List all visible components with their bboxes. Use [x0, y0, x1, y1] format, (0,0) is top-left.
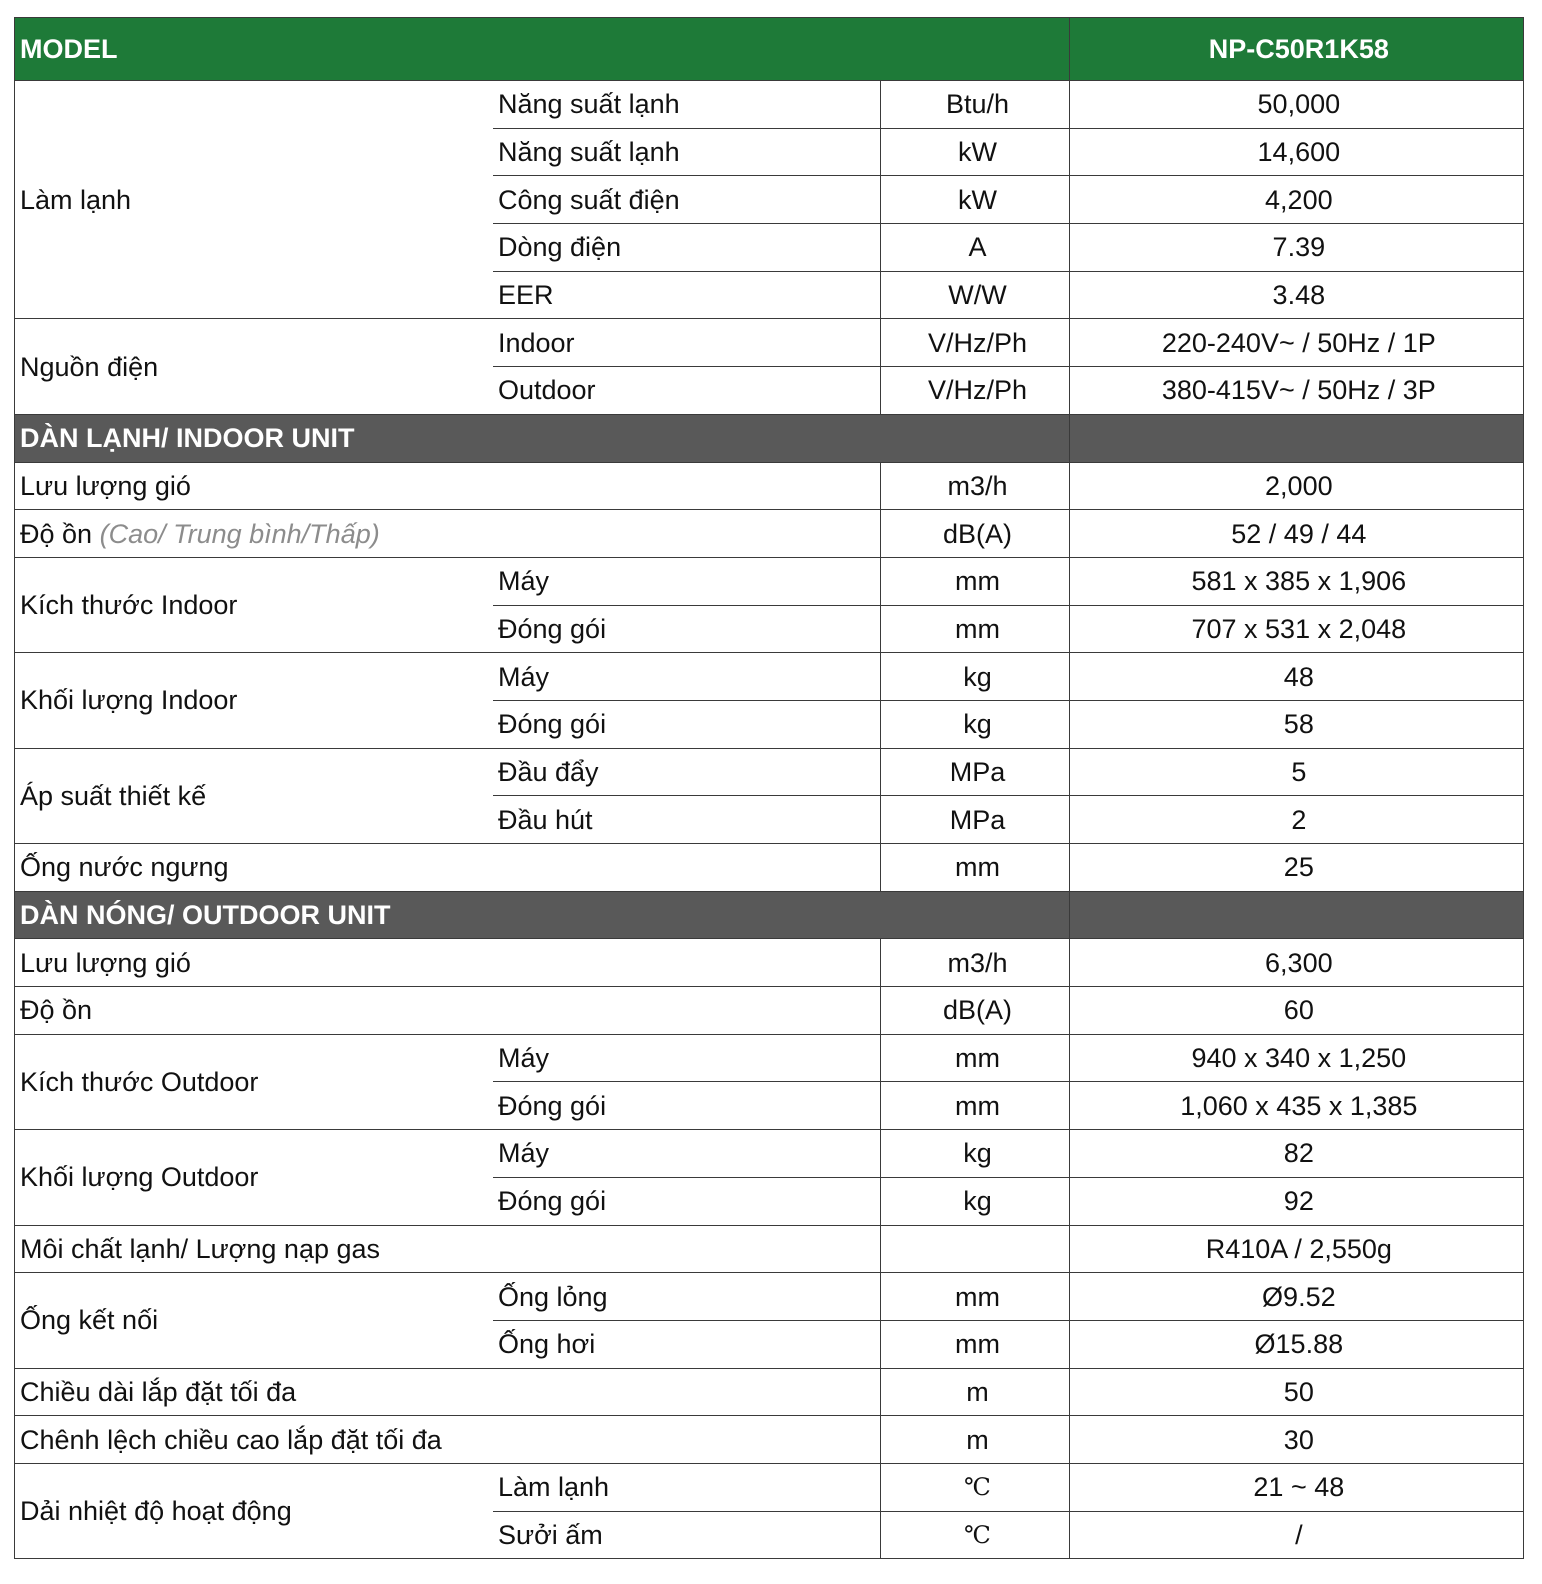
- indoor-airflow-label: Lưu lượng gió: [15, 462, 881, 510]
- outdoor-weight-label: Khối lượng Outdoor: [15, 1130, 493, 1225]
- row-unit: kg: [881, 700, 1069, 748]
- row-name: Sưởi ấm: [493, 1511, 881, 1559]
- row-unit: MPa: [881, 796, 1069, 844]
- row-value: 581 x 385 x 1,906: [1069, 557, 1523, 605]
- row-name: Máy: [493, 557, 881, 605]
- table-row: [15, 319, 1524, 367]
- row-unit: dB(A): [881, 510, 1069, 558]
- indoor-weight-label: Khối lượng Indoor: [15, 653, 493, 748]
- row-value: 5: [1069, 748, 1523, 796]
- row-unit: m: [881, 1416, 1069, 1464]
- table-row: [15, 1416, 1524, 1464]
- table-row: [15, 987, 1524, 1035]
- row-unit: ℃: [881, 1463, 1069, 1511]
- row-value: 3.48: [1069, 271, 1523, 319]
- refrigerant-label: Môi chất lạnh/ Lượng nạp gas: [15, 1225, 881, 1273]
- row-name: Đóng gói: [493, 605, 881, 653]
- indoor-pressure-label: Áp suất thiết kế: [15, 748, 493, 843]
- noise-note: (Cao/ Trung bình/Thấp): [99, 518, 380, 549]
- row-name: Năng suất lạnh: [493, 128, 881, 176]
- table-row: [15, 1225, 1524, 1273]
- outdoor-dimensions-label: Kích thước Outdoor: [15, 1034, 493, 1129]
- outdoor-section-title: DÀN NÓNG/ OUTDOOR UNIT: [15, 891, 1070, 939]
- table-row: [15, 510, 1524, 558]
- table-row: [15, 557, 1524, 605]
- row-unit: Btu/h: [881, 81, 1069, 129]
- section-blank-cell: [1069, 414, 1523, 462]
- row-unit: kg: [881, 1177, 1069, 1225]
- row-unit: mm: [881, 1082, 1069, 1130]
- row-name: Dòng điện: [493, 224, 881, 272]
- row-value: 50: [1069, 1368, 1523, 1416]
- row-name: Đóng gói: [493, 1082, 881, 1130]
- indoor-drain-label: Ống nước ngưng: [15, 844, 881, 892]
- row-value: 1,060 x 435 x 1,385: [1069, 1082, 1523, 1130]
- row-unit: V/Hz/Ph: [881, 319, 1069, 367]
- row-name: Đầu hút: [493, 796, 881, 844]
- row-unit: kW: [881, 176, 1069, 224]
- table-row: [15, 1273, 1524, 1321]
- indoor-section-title: DÀN LẠNH/ INDOOR UNIT: [15, 414, 1070, 462]
- row-value: 60: [1069, 987, 1523, 1035]
- row-name: Đóng gói: [493, 700, 881, 748]
- row-value: 92: [1069, 1177, 1523, 1225]
- row-unit: ℃: [881, 1511, 1069, 1559]
- row-name: Đóng gói: [493, 1177, 881, 1225]
- noise-label-text: Độ ồn: [20, 518, 93, 549]
- row-unit: [881, 1225, 1069, 1273]
- row-unit: kW: [881, 128, 1069, 176]
- row-value: 21 ~ 48: [1069, 1463, 1523, 1511]
- row-unit: mm: [881, 1034, 1069, 1082]
- section-blank-cell: [1069, 891, 1523, 939]
- row-name: Máy: [493, 1034, 881, 1082]
- row-unit: V/Hz/Ph: [881, 367, 1069, 415]
- row-value: 25: [1069, 844, 1523, 892]
- row-value: R410A / 2,550g: [1069, 1225, 1523, 1273]
- table-row: [15, 1368, 1524, 1416]
- row-unit: m3/h: [881, 939, 1069, 987]
- row-name: Đầu đẩy: [493, 748, 881, 796]
- outdoor-airflow-label: Lưu lượng gió: [15, 939, 881, 987]
- row-value: 50,000: [1069, 81, 1523, 129]
- row-unit: kg: [881, 653, 1069, 701]
- row-value: 52 / 49 / 44: [1069, 510, 1523, 558]
- table-row: [15, 653, 1524, 701]
- table-row: [15, 462, 1524, 510]
- row-value: 2,000: [1069, 462, 1523, 510]
- table-row: [15, 81, 1524, 129]
- model-header-row: [15, 18, 1524, 81]
- row-value: 2: [1069, 796, 1523, 844]
- row-unit: mm: [881, 1320, 1069, 1368]
- row-value: Ø15.88: [1069, 1320, 1523, 1368]
- row-unit: kg: [881, 1130, 1069, 1178]
- row-name: Máy: [493, 653, 881, 701]
- max-height-label: Chênh lệch chiều cao lắp đặt tối đa: [15, 1416, 881, 1464]
- row-name: Công suất điện: [493, 176, 881, 224]
- pipes-label: Ống kết nối: [15, 1273, 493, 1368]
- row-value: 14,600: [1069, 128, 1523, 176]
- row-unit: m: [881, 1368, 1069, 1416]
- row-unit: dB(A): [881, 987, 1069, 1035]
- max-length-label: Chiều dài lắp đặt tối đa: [15, 1368, 881, 1416]
- row-name: Năng suất lạnh: [493, 81, 881, 129]
- row-unit: m3/h: [881, 462, 1069, 510]
- row-name: Outdoor: [493, 367, 881, 415]
- table-row: [15, 748, 1524, 796]
- row-name: Indoor: [493, 319, 881, 367]
- row-value: 48: [1069, 653, 1523, 701]
- indoor-dimensions-label: Kích thước Indoor: [15, 557, 493, 652]
- row-value: 220-240V~ / 50Hz / 1P: [1069, 319, 1523, 367]
- table-row: [15, 844, 1524, 892]
- row-value: 30: [1069, 1416, 1523, 1464]
- row-unit: MPa: [881, 748, 1069, 796]
- row-value: Ø9.52: [1069, 1273, 1523, 1321]
- temp-range-label: Dải nhiệt độ hoạt động: [15, 1463, 493, 1558]
- table-row: [15, 1130, 1524, 1178]
- spec-table: [14, 17, 1524, 1559]
- power-label: Nguồn điện: [15, 319, 493, 414]
- row-value: 6,300: [1069, 939, 1523, 987]
- row-unit: mm: [881, 605, 1069, 653]
- row-unit: mm: [881, 557, 1069, 605]
- row-name: Làm lạnh: [493, 1463, 881, 1511]
- row-value: 707 x 531 x 2,048: [1069, 605, 1523, 653]
- row-value: 940 x 340 x 1,250: [1069, 1034, 1523, 1082]
- row-value: 82: [1069, 1130, 1523, 1178]
- row-value: 7.39: [1069, 224, 1523, 272]
- outdoor-noise-label: Độ ồn: [15, 987, 881, 1035]
- model-label: MODEL: [15, 18, 1070, 81]
- row-unit: mm: [881, 1273, 1069, 1321]
- table-row: [15, 939, 1524, 987]
- section-header-indoor: [15, 414, 1524, 462]
- model-value: NP-C50R1K58: [1069, 18, 1523, 81]
- row-name: Ống hơi: [493, 1320, 881, 1368]
- row-value: /: [1069, 1511, 1523, 1559]
- indoor-noise-label: [15, 510, 881, 558]
- row-unit: W/W: [881, 271, 1069, 319]
- table-row: [15, 1034, 1524, 1082]
- row-unit: A: [881, 224, 1069, 272]
- row-name: Ống lỏng: [493, 1273, 881, 1321]
- row-value: 380-415V~ / 50Hz / 3P: [1069, 367, 1523, 415]
- row-value: 58: [1069, 700, 1523, 748]
- row-unit: mm: [881, 844, 1069, 892]
- section-header-outdoor: [15, 891, 1524, 939]
- row-name: Máy: [493, 1130, 881, 1178]
- row-value: 4,200: [1069, 176, 1523, 224]
- cooling-label: Làm lạnh: [15, 81, 493, 319]
- row-name: EER: [493, 271, 881, 319]
- table-row: [15, 1463, 1524, 1511]
